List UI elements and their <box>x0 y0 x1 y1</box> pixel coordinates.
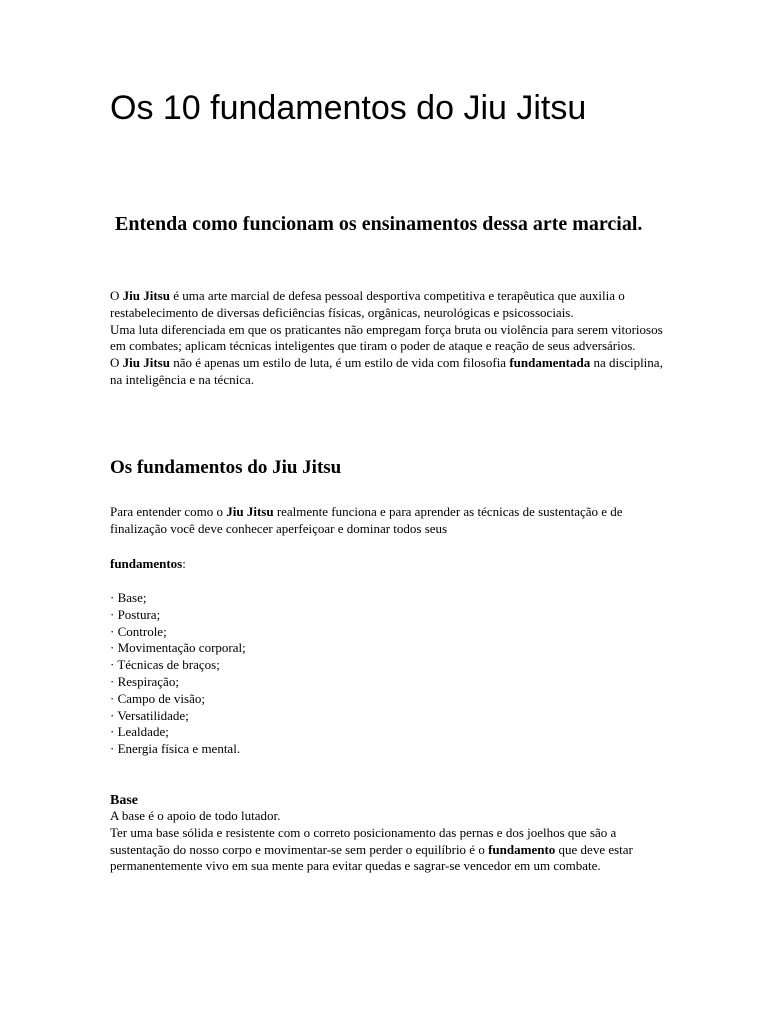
list-item: · Técnicas de braços; <box>110 657 220 673</box>
page-subtitle: Entenda como funcionam os ensinamentos dessa arte marcial. <box>110 213 643 235</box>
fundamentals-list <box>110 590 670 758</box>
page-title: Os 10 fundamentos do Jiu Jitsu <box>110 89 587 127</box>
bold-term: Jiu Jitsu <box>122 288 170 303</box>
list-item: · Movimentação corporal; <box>110 640 246 656</box>
list-item: · Postura; <box>110 606 161 622</box>
list-item: · Base; <box>110 590 147 605</box>
bold-term: Jiu Jitsu <box>122 355 170 371</box>
bold-term: fundamentada <box>509 355 591 371</box>
list-item: · Versatilidade; <box>110 707 189 723</box>
base-text <box>110 808 670 875</box>
intro-paragraph-2: Uma luta diferenciada em que os praticantes não empregam força bruta ou violência para serem vitoriosos em combates; aplicam técnicas inteligentes que tiram o poder de ataque e reação de seus adversários. <box>110 321 663 354</box>
list-item: · Energia física e mental. <box>110 741 241 757</box>
bold-term: Jiu Jitsu <box>226 504 274 519</box>
intro-paragraph-3: O Jiu Jitsu não é apenas um estilo de luta, é um estilo de vida com filosofia fundamentada na disciplina, na inteligência e na técnica. <box>110 355 663 387</box>
base-paragraph-2: Ter uma base sólida e resistente com o correto posicionamento das pernas e dos joelhos que são a sustentação do nosso corpo e movimentar-se sem perder o equilíbrio é o fundamento que deve estar permanentemente vivo em sua mente para evitar quedas e sagrar-se vencedor em um combate. <box>110 824 633 874</box>
list-item: · Controle; <box>110 623 167 639</box>
bold-term: fundamento <box>488 841 556 857</box>
base-heading: Base <box>110 793 138 808</box>
intro-paragraph-1: O Jiu Jitsu é uma arte marcial de defesa pessoal desportiva competitiva e terapêutica que auxilia o restabelecimento de diversas deficiências físicas, orgânicas, neurológicas e psicossociais. <box>110 288 625 320</box>
section-intro: Para entender como o Jiu Jitsu realmente funciona e para aprender as técnicas de sustentação e de finalização você deve conhecer aperfeiçoar e dominar todos seus <box>110 504 623 536</box>
section-heading: Os fundamentos do Jiu Jitsu <box>110 457 342 478</box>
list-item: · Respiração; <box>110 673 179 689</box>
intro-text <box>110 288 670 389</box>
base-line-1: A base é o apoio de todo lutador. <box>110 808 281 823</box>
list-item: · Lealdade; <box>110 724 169 740</box>
fundamentals-label: fundamentos: <box>110 556 186 571</box>
list-item: · Campo de visão; <box>110 690 205 706</box>
